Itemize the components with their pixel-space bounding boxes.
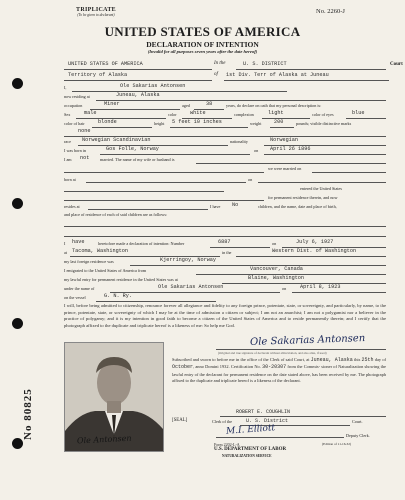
validity-note: (Invalid for all purposes seven years after the date hereof) — [147, 49, 258, 54]
territory: Territory of Alaska — [68, 72, 128, 78]
entry-name: Ole Sakarias Antonsen — [158, 284, 224, 290]
race-label: race — [64, 139, 71, 144]
hair-label: color of hair — [64, 121, 85, 126]
eye-color: blue — [352, 110, 365, 116]
children-label: children, and the name, date and place of birth, — [258, 204, 337, 209]
children-count: No — [232, 202, 239, 208]
emigrated-label: I emigrated to the United States of America from — [64, 268, 147, 273]
of-label: of — [214, 72, 218, 77]
declarant-photo — [64, 342, 164, 452]
age: 38 — [206, 101, 213, 107]
distinctive-marks: none — [78, 128, 91, 134]
document-title: UNITED STATES OF AMERICA — [104, 24, 301, 39]
color: white — [190, 110, 206, 116]
residence: Juneau, Alaska — [116, 92, 160, 98]
signature-caption: (Original and true signature of declarant without abbreviation, and also alias, if used) — [218, 351, 327, 355]
resides-label: resides at — [64, 204, 80, 209]
married-label: we were married on — [268, 166, 302, 171]
edition: (Edition of 11-16-32) — [322, 442, 352, 446]
declaration-court: Western Dist. of Washington — [272, 248, 357, 254]
i-have-label: I have — [210, 204, 221, 209]
birthdate: April 26 1896 — [270, 146, 311, 152]
state-line: UNITED STATES OF AMERICA — [68, 61, 143, 67]
sex-label: Sex — [64, 112, 71, 117]
residing-label: now residing at — [64, 94, 90, 99]
in-the-label: In the — [214, 61, 226, 66]
color-label: color — [168, 112, 177, 117]
aged-label: aged — [182, 103, 190, 108]
height: 5 feet 10 inches — [172, 119, 222, 125]
naturalization-document: TRIPLICATE (To be given to declarant) No. 2260-J UNITED STATES OF AMERICA DECLARATION OF INTENTION (Invalid for all purposes seven years after the date hereof) UNITED STATES OF AMERICA In the U. S. DISTRICT Court Territory of Alaska of 1st Div. Terr of Alaska at Juneau I, Ole Sakarias Antonsen now residing at Juneau, Alaska occupation Miner aged 38 years, do declare on oath that my personal description is: Sex male color white complexion light color of eyes blue color of hair blonde height 5 feet 10 inches weight 200 pounds; visible distinctive marks none race Norwegian Scandinavian nationality Norwegian I was born in Gos Folle, Norway on April 26 1896 I am not married. The name of my wife or husband is we were married on born at on entered the United States for permanent residence therein, and now resides at I have No children, and the name, date and place of birth, and place of residence of each of said children are as follows: I have heretofore made a declaration of intention: Number 6887 on July 6, 1927 at Tacoma, Washington in the Western Dist. of Washington my last foreign residence was Kjerringoy, Norway I emigrated to the United States of America from Vancouver, Canada my lawful entry for permanent residence in the United States was at Blaine, Washington under the name of Ole Sakarias Antonsen on April 8, 1923 on the vessel G. N. Ry. I will, before being admitted to citizenship, renounce forever all allegiance and fidelity to any foreign prince, potentate, state, or sovereignty, and particularly, by name, to the prince, potentate, state, or sovereignty of which I may be at the time of admission a citizen or subject; I am not an anarchist; I am not a polygamist nor a believer in the practice of polygamy; and it is my intention in good faith to become a citizen of the United States of America and to reside permanently therein; and I certify that the photograph affixed to the duplicate and triplicate hereof is a likeness of me: So help me God. Ole Sakarias Antonsen (Original and true signature of declarant without abbreviation, and also alias, if used) Ole Antonsen No 80825 Subscribed and sworn to before me in the office of the Clerk of said Court, at Juneau, Alaska this 25th day of October, anno Domini 1932. Certification No. 30-20307 from the Commis- sioner of Naturalization showing the lawful entry of the declarant for permanent residence on the date stated above, has been received by me. The photograph affixed to the duplicate and triplicate hereof is a likeness of the declarant. ROBERT E. COUGHLIN [SEAL] Clerk of the U. S. District Court. M.I. Elliott Deputy Clerk. Form 2202-L-A U.S. DEPARTMENT OF LABOR NATURALIZATION SERVICE (Edition of 11-16-32) — [0, 0, 405, 500]
weight: 200 — [274, 119, 284, 125]
vessel: G. N. Ry. — [104, 293, 133, 299]
on-label-2: on — [272, 241, 277, 246]
married-status: not — [80, 155, 90, 161]
clerk-court: U. S. District — [246, 418, 289, 424]
at-label: at — [64, 250, 68, 255]
document-subtitle: DECLARATION OF INTENTION — [146, 40, 259, 49]
on-label: on — [254, 148, 259, 153]
under-name-label: under the name of — [64, 286, 95, 291]
on-label-3: on — [282, 286, 287, 291]
document-number: No. 2260-J — [316, 8, 345, 15]
subscribed-month: October — [172, 364, 194, 371]
vessel-label: on the vessel — [64, 295, 86, 300]
children-place-label: and place of residence of each of said children are as follows: — [64, 212, 168, 217]
declarant-signature: Ole Sakarias Antonsen — [249, 332, 366, 349]
deputy-signature: M.I. Elliott — [225, 423, 276, 437]
occupation: Miner — [104, 101, 120, 107]
subscribed-place: Juneau, Alaska — [310, 357, 353, 363]
declaration-number: 6887 — [218, 239, 231, 245]
photo-signature: Ole Antonsen — [76, 433, 132, 446]
photo-number: No 80825 — [22, 388, 34, 440]
years-label: years, do declare on oath that my personal description is: — [226, 103, 322, 108]
nationality: Norwegian — [270, 137, 299, 143]
subscribed-day: 25th — [361, 357, 374, 363]
seal-label: [SEAL] — [172, 418, 188, 423]
emigrated-from: Vancouver, Canada — [250, 266, 303, 272]
nationality-label: nationality — [230, 139, 248, 144]
entry-place: Blaine, Washington — [248, 275, 305, 281]
triplicate-label: TRIPLICATE — [76, 7, 116, 13]
complexion-label: complexion — [234, 112, 254, 117]
last-residence: Kjerringoy, Norway — [160, 257, 217, 263]
court-name: U. S. DISTRICT — [243, 61, 287, 67]
weight-label: weight — [250, 121, 262, 126]
division: 1st Div. Terr of Alaska at Juneau — [226, 72, 329, 78]
eyes-label: color of eyes — [312, 112, 334, 117]
height-label: height — [154, 121, 165, 126]
subscribed-block: Subscribed and sworn to before me in the office of the Clerk of said Court, at Juneau, Alaska this 25th day of October, anno Domini 1932. Certification No. 30-20307 from the Commis- sioner of Naturalization showing the lawful entry of the declarant for permanent residence on the date stated above, has been received by me. The photograph affixed to the duplicate and triplicate hereof is a likeness of the declarant. — [172, 357, 386, 383]
lawful-entry-label: my lawful entry for permanent residence in the United States was at — [64, 277, 178, 282]
punch-hole — [12, 318, 23, 329]
permanent-label: for permanent residence therein, and now — [268, 195, 338, 200]
deputy-label: Deputy Clerk. — [346, 433, 370, 438]
declarant-name: Ole Sakarias Antonsen — [120, 83, 186, 89]
birthplace: Gos Folle, Norway — [106, 146, 159, 152]
entry-date: April 8, 1923 — [300, 284, 341, 290]
department: U.S. DEPARTMENT OF LABOR — [214, 447, 287, 452]
clerk-title-label: Clerk of the — [212, 419, 233, 424]
sex: male — [84, 110, 97, 116]
born-in-label: I was born in — [64, 148, 86, 153]
entered-label: entered the United States — [300, 186, 342, 191]
service: NATURALIZATION SERVICE — [222, 454, 272, 458]
form-number: Form 2202-L-A — [214, 442, 240, 447]
last-foreign-label: my last foreign residence was — [64, 259, 114, 264]
heretofore-label: heretofore made a declaration of intention: Number — [98, 241, 185, 246]
declarant-note: (To be given to declarant) — [77, 13, 115, 17]
punch-hole — [12, 78, 23, 89]
punch-hole — [12, 198, 23, 209]
oath-paragraph: I will, before being admitted to citizenship, renounce forever all allegiance and fidelity to any foreign prince, potentate, state, or sovereignty, and particularly, by name, to the prince, potentate, state, or sovereignty of which I may be at the time of admission a citizen or subject; I am not an anarchist; I am not a polygamist nor a believer in the practice of polygamy; and it is my intention in good faith to become a citizen of the United States of America and to reside permanently therein; and I certify that the photograph affixed to the duplicate and triplicate hereof is a likeness of me: So help me God. — [64, 303, 386, 328]
hair-color: blonde — [98, 119, 117, 125]
declaration-date: July 6, 1927 — [296, 239, 334, 245]
declaration-place: Tacoma, Washington — [72, 248, 129, 254]
clerk-court-word: Court. — [352, 419, 363, 424]
clerk-name: ROBERT E. COUGHLIN — [236, 409, 291, 415]
race: Norwegian Scandinavian — [82, 137, 151, 143]
triplicate-block — [66, 7, 126, 17]
pounds-label: pounds; visible distinctive marks — [296, 121, 352, 126]
court-word: Court — [390, 62, 403, 67]
in-the-label-2: in the — [222, 250, 232, 255]
complexion: light — [268, 110, 284, 116]
occupation-label: occupation — [64, 103, 83, 108]
certification-number: 30-20307 — [262, 364, 287, 371]
